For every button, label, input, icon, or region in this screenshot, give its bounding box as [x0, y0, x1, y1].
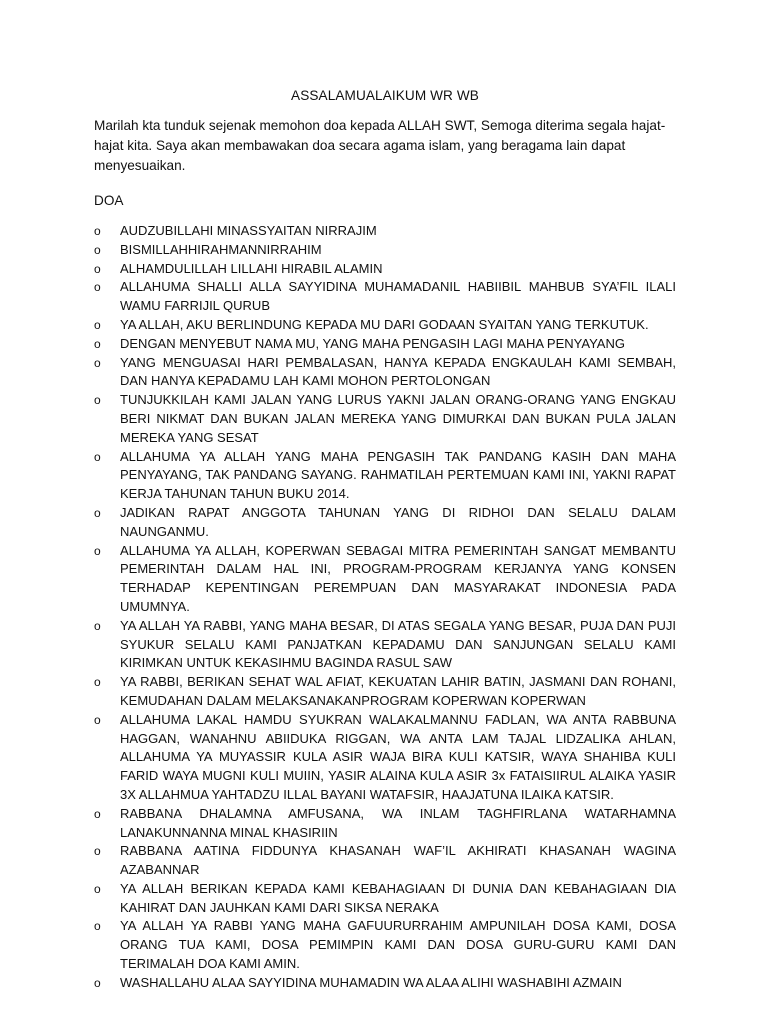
list-item	[94, 391, 676, 447]
list-item	[94, 222, 676, 241]
bullet-icon: o	[94, 449, 101, 464]
list-item-text: YA ALLAH YA RABBI, YANG MAHA BESAR, DI ATAS SEGALA YANG BESAR, PUJA DAN PUJI SYUKUR SELALU KAMI PANJATKAN KEPADAMU DAN SANJUNGAN SELALU KAMI KIRIMKAN UNTUK KEKASIHMU BAGINDA RASUL SAW	[120, 617, 676, 671]
list-item-text: YANG MENGUASAI HARI PEMBALASAN, HANYA KEPADA ENGKAULAH KAMI SEMBAH, DAN HANYA KEPADAMU LAH KAMI MOHON PERTOLONGAN	[120, 354, 676, 389]
list-item	[94, 335, 676, 354]
bullet-icon: o	[94, 881, 101, 896]
list-item-text: YA ALLAH YA RABBI YANG MAHA GAFUURURRAHIM AMPUNILAH DOSA KAMI, DOSA ORANG TUA KAMI, DOSA PEMIMPIN KAMI DAN DOSA GURU-GURU KAMI DAN TERIMALAH DOA KAMI AMIN.	[120, 918, 676, 972]
list-item-text: ALLAHUMA LAKAL HAMDU SYUKRAN WALAKALMANNU FADLAN, WA ANTA RABBUNA HAGGAN, WANAHNU ABIIDUKA RIGGAN, WA ANTA LAM TAJAL LIDZALIKA AHLAN, ALLAHUMA YA MUYASSIR KULA ASIR WAJA BIRA KULI KATSIR, WAYA SHAHIBA KULI FARID WAYA MUGNI KULI MUIIN, YASIR ALAINA KULA ASIR 3x FATAISIIRUL ALAIKA YASIR 3X ALLAHMUA YAHTADZU ILLAL BAYANI WATAFSIR, HAAJATUNA ILAIKA KATSIR.	[120, 711, 676, 802]
list-item	[94, 278, 676, 316]
list-item-text: ALLAHUMA SHALLI ALLA SAYYIDINA MUHAMADANIL HABIIBIL MAHBUB SYA’FIL ILALI WAMU FARRIJIL QURUB	[120, 279, 676, 314]
list-item	[94, 842, 676, 880]
list-item-text: RABBANA DHALAMNA AMFUSANA, WA INLAM TAGHFIRLANA WATARHAMNA LANAKUNNANNA MINAL KHASIRIIN	[120, 805, 676, 840]
bullet-icon: o	[94, 806, 101, 821]
list-item	[94, 504, 676, 542]
bullet-icon: o	[94, 242, 101, 257]
list-item	[94, 241, 676, 260]
list-item-text: ALHAMDULILLAH LILLAHI HIRABIL ALAMIN	[120, 260, 383, 276]
bullet-icon: o	[94, 280, 101, 295]
list-item	[94, 260, 676, 279]
bullet-icon: o	[94, 336, 101, 351]
bullet-icon: o	[94, 712, 101, 727]
document-title: ASSALAMUALAIKUM WR WB	[291, 88, 479, 103]
bullet-icon: o	[94, 975, 101, 990]
list-item-text: YA ALLAH BERIKAN KEPADA KAMI KEBAHAGIAAN DI DUNIA DAN KEBAHAGIAAN DIA KAHIRAT DAN JAUHKAN KAMI DARI SIKSA NERAKA	[120, 880, 676, 915]
list-item	[94, 805, 676, 843]
bullet-icon: o	[94, 919, 101, 934]
list-item	[94, 711, 676, 805]
list-item	[94, 316, 676, 335]
list-item-text: WASHALLAHU ALAA SAYYIDINA MUHAMADIN WA ALAA ALIHI WASHABIHI AZMAIN	[120, 974, 622, 990]
list-item	[94, 673, 676, 711]
bullet-icon: o	[94, 393, 101, 408]
list-item	[94, 880, 676, 918]
list-item	[94, 974, 676, 993]
list-item	[94, 617, 676, 673]
bullet-icon: o	[94, 261, 101, 276]
list-item-text: TUNJUKKILAH KAMI JALAN YANG LURUS YAKNI JALAN ORANG-ORANG YANG ENGKAU BERI NIKMAT DAN BUKAN JALAN MEREKA YANG DIMURKAI DAN BUKAN PULA JALAN MEREKA YANG SESAT	[120, 392, 676, 445]
list-item-text: AUDZUBILLAHI MINASSYAITAN NIRRAJIM	[120, 223, 377, 238]
section-heading: DOA	[94, 193, 124, 208]
list-item-text: YA RABBI, BERIKAN SEHAT WAL AFIAT, KEKUATAN LAHIR BATIN, JASMANI DAN ROHANI, KEMUDAHAN DALAM MELAKSANAKANPROGRAM KOPERWAN KOPERWAN	[120, 674, 676, 708]
list-item-text: YA ALLAH, AKU BERLINDUNG KEPADA MU DARI GODAAN SYAITAN YANG TERKUTUK.	[120, 316, 649, 332]
list-item-text: ALLAHUMA YA ALLAH YANG MAHA PENGASIH TAK PANDANG KASIH DAN MAHA PENYAYANG, TAK PANDANG SAYANG. RAHMATILAH PERTEMUAN KAMI INI, YAKNI RAPAT KERJA TAHUNAN TAHUN BUKU 2014.	[120, 448, 676, 502]
list-item	[94, 354, 676, 392]
bullet-icon: o	[94, 224, 101, 238]
bullet-icon: o	[94, 543, 101, 558]
doa-list	[94, 222, 676, 993]
list-item-text: RABBANA AATINA FIDDUNYA KHASANAH WAF’IL AKHIRATI KHASANAH WAGINA AZABANNAR	[120, 843, 676, 878]
list-item	[94, 542, 676, 617]
bullet-icon: o	[94, 675, 101, 690]
list-item-text: BISMILLAHHIRAHMANNIRRAHIM	[120, 241, 322, 257]
list-item	[94, 917, 676, 973]
bullet-icon: o	[94, 505, 101, 520]
list-item-text: ALLAHUMA YA ALLAH, KOPERWAN SEBAGAI MITRA PEMERINTAH SANGAT MEMBANTU PEMERINTAH DALAM HAL INI, PROGRAM-PROGRAM KERJANYA YANG KONSEN TERHADAP KEPENTINGAN PEREMPUAN DAN MASYARAKAT INDONESIA PADA UMUMNYA.	[120, 542, 676, 614]
list-item	[94, 448, 676, 504]
list-item-text: DENGAN MENYEBUT NAMA MU, YANG MAHA PENGASIH LAGI MAHA PENYAYANG	[120, 335, 625, 351]
intro-paragraph: Marilah kta tunduk sejenak memohon doa kepada ALLAH SWT, Semoga diterima segala hajat-hajat kita. Saya akan membawakan doa secara agama islam, yang beragama lain dapat menyesuaikan.	[94, 118, 666, 173]
bullet-icon: o	[94, 355, 101, 370]
bullet-icon: o	[94, 317, 101, 332]
list-item-text: JADIKAN RAPAT ANGGOTA TAHUNAN YANG DI RIDHOI DAN SELALU DALAM NAUNGANMU.	[120, 504, 676, 539]
bullet-icon: o	[94, 844, 101, 859]
bullet-icon: o	[94, 618, 101, 633]
